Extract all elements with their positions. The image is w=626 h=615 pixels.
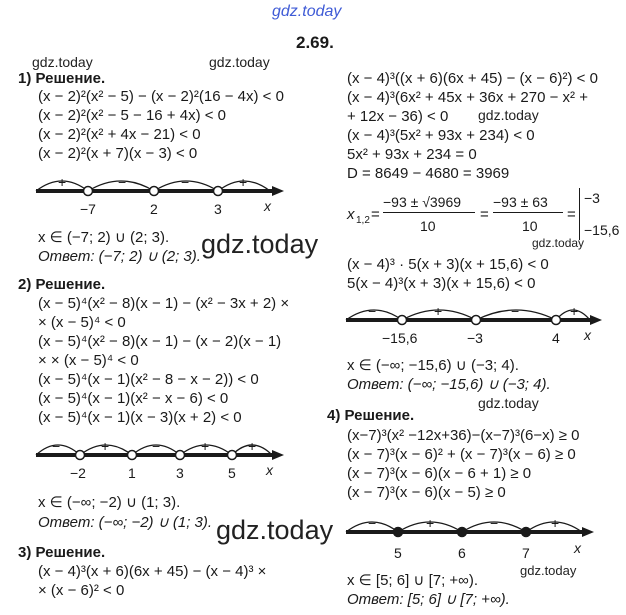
part4-sign: + [551,515,560,531]
watermark-small: gdz.today [209,54,270,70]
part2-line: × × (x − 5)⁴ < 0 [38,352,139,369]
part2-set: x ∈ (−∞; −2) ∪ (1; 3). [38,494,181,511]
watermark-small: gdz.today [32,54,93,70]
watermark-small: gdz.today [478,107,539,123]
root-2: −15,6 [584,222,620,238]
part4-axis: x [574,540,581,556]
part3-right-line: (x − 4)³(5x² + 93x + 234) < 0 [347,127,535,144]
part4-sign: + [426,515,435,531]
part1-axis: x [264,198,271,214]
part3-after-line: 5(x − 4)³(x + 3)(x + 15,6) < 0 [347,275,536,292]
roots-subscript: 1,2 [356,215,370,226]
part4-tick: 5 [394,545,402,561]
part2-sign: − [152,438,161,454]
part4-line: (x − 7)³(x − 6)(x − 6 + 1) ≥ 0 [347,465,532,482]
watermark-small: gdz.today [532,236,585,250]
fraction2-numerator: −93 ± 63 [493,194,548,210]
part1-sign: − [118,174,127,190]
part3-heading: 3) Решение. [18,544,106,561]
part4-tick: 6 [458,545,466,561]
part1-tick: 3 [214,201,222,217]
watermark-small: gdz.today [478,395,539,411]
part3-sign: − [511,303,520,319]
part2-tick: 5 [228,465,236,481]
part2-number-line [36,429,286,484]
part3-right-line: (x − 4)³(6x² + 45x + 36x + 270 − x² + [347,89,588,106]
fraction2-denominator: 10 [522,218,538,234]
part3-axis: x [584,327,591,343]
part2-tick: 3 [176,465,184,481]
part4-line: (x − 7)³(x − 6)(x − 5) ≥ 0 [347,484,506,501]
part3-sign: + [434,303,443,319]
part2-sign: + [201,438,210,454]
part3-tick: 4 [552,330,560,346]
part2-line: (x − 5)⁴(x² − 8)(x − 1) − (x − 2)(x − 1) [38,333,282,350]
problem-number: 2.69. [296,33,334,52]
watermark-big: gdz.today [216,515,334,545]
part3-answer: Ответ: (−∞; −15,6) ∪ (−3; 4). [347,376,551,393]
part3-right-line: (x − 4)³((x + 6)(6x + 45) − (x − 6)²) < 0 [347,70,598,87]
fraction1-denominator: 10 [420,218,436,234]
roots-formula: x 1,2 = −93 ± √3969 10 = −93 ± 63 10 = −3 −15,6 [347,190,620,238]
part2-sign: + [248,438,257,454]
part1-answer: Ответ: (−7; 2) ∪ (2; 3). [38,248,201,265]
part3-sign: − [368,303,377,319]
part4-line: (x − 7)³(x − 6)² + (x − 7)³(x − 6) ≥ 0 [347,446,576,463]
watermark-top: gdz.today [272,3,342,20]
part3-right-line: + 12x − 36) < 0 [347,108,449,125]
part1-sign: + [239,174,248,190]
part2-line: (x − 5)⁴(x − 1)(x − 3)(x + 2) < 0 [38,409,242,426]
part3-right-line: D = 8649 − 4680 = 3969 [347,165,510,182]
part4-line: (x−7)³(x² −12x+36)−(x−7)³(6−x) ≥ 0 [347,427,580,444]
part3-line: × (x − 6)² < 0 [38,582,125,599]
part3-sign: + [570,303,579,319]
part3-tick: −3 [467,330,483,346]
part2-tick: 1 [128,465,136,481]
part2-axis: x [266,462,273,478]
part2-tick: −2 [70,465,86,481]
part3-after-line: (x − 4)³ · 5(x + 3)(x + 15,6) < 0 [347,256,549,273]
part4-sign: − [368,515,377,531]
part3-tick: −15,6 [382,330,418,346]
part4-tick: 7 [522,545,530,561]
part1-sign: + [58,174,67,190]
part2-line: × (x − 5)⁴ < 0 [38,314,126,331]
part1-tick: 2 [150,201,158,217]
roots-x: x [347,206,355,223]
part2-line: (x − 5)⁴(x − 1)(x² − 8 − x − 2)) < 0 [38,371,259,388]
part2-answer: Ответ: (−∞; −2) ∪ (1; 3). [38,514,213,531]
part1-set: x ∈ (−7; 2) ∪ (2; 3). [38,229,170,246]
part2-line: (x − 5)⁴(x − 1)(x² − x − 6) < 0 [38,390,229,407]
part4-number-line [346,506,606,561]
part3-number-line [346,294,606,349]
part1-line: (x − 2)²(x + 7)(x − 3) < 0 [38,145,198,162]
part2-sign: − [52,438,61,454]
part4-heading: 4) Решение. [327,407,415,424]
part3-line: (x − 4)³(x + 6)(6x + 45) − (x − 4)³ × [38,563,267,580]
part4-sign: − [490,515,499,531]
part1-number-line [36,165,286,220]
part4-answer: Ответ: [5; 6] ∪ [7; +∞). [347,591,510,608]
part4-set: x ∈ [5; 6] ∪ [7; +∞). [347,572,479,589]
root-1: −3 [584,190,600,206]
part1-line: (x − 2)²(x² + 4x − 21) < 0 [38,126,201,143]
part2-heading: 2) Решение. [18,276,106,293]
watermark-big: gdz.today [201,229,319,259]
part1-tick: −7 [80,201,96,217]
part1-line: (x − 2)²(x² − 5) − (x − 2)²(16 − 4x) < 0 [38,88,284,105]
part2-sign: + [101,438,110,454]
fraction1-numerator: −93 ± √3969 [383,194,462,210]
watermark-small: gdz.today [520,563,577,578]
part1-sign: − [181,174,190,190]
part2-line: (x − 5)⁴(x² − 8)(x − 1) − (x² − 3x + 2) × [38,295,290,312]
part1-heading: 1) Решение. [18,70,106,87]
part3-right-line: 5x² + 93x + 234 = 0 [347,146,477,163]
part1-line: (x − 2)²(x² − 5 − 16 + 4x) < 0 [38,107,226,124]
part3-set: x ∈ (−∞; −15,6) ∪ (−3; 4). [347,357,519,374]
